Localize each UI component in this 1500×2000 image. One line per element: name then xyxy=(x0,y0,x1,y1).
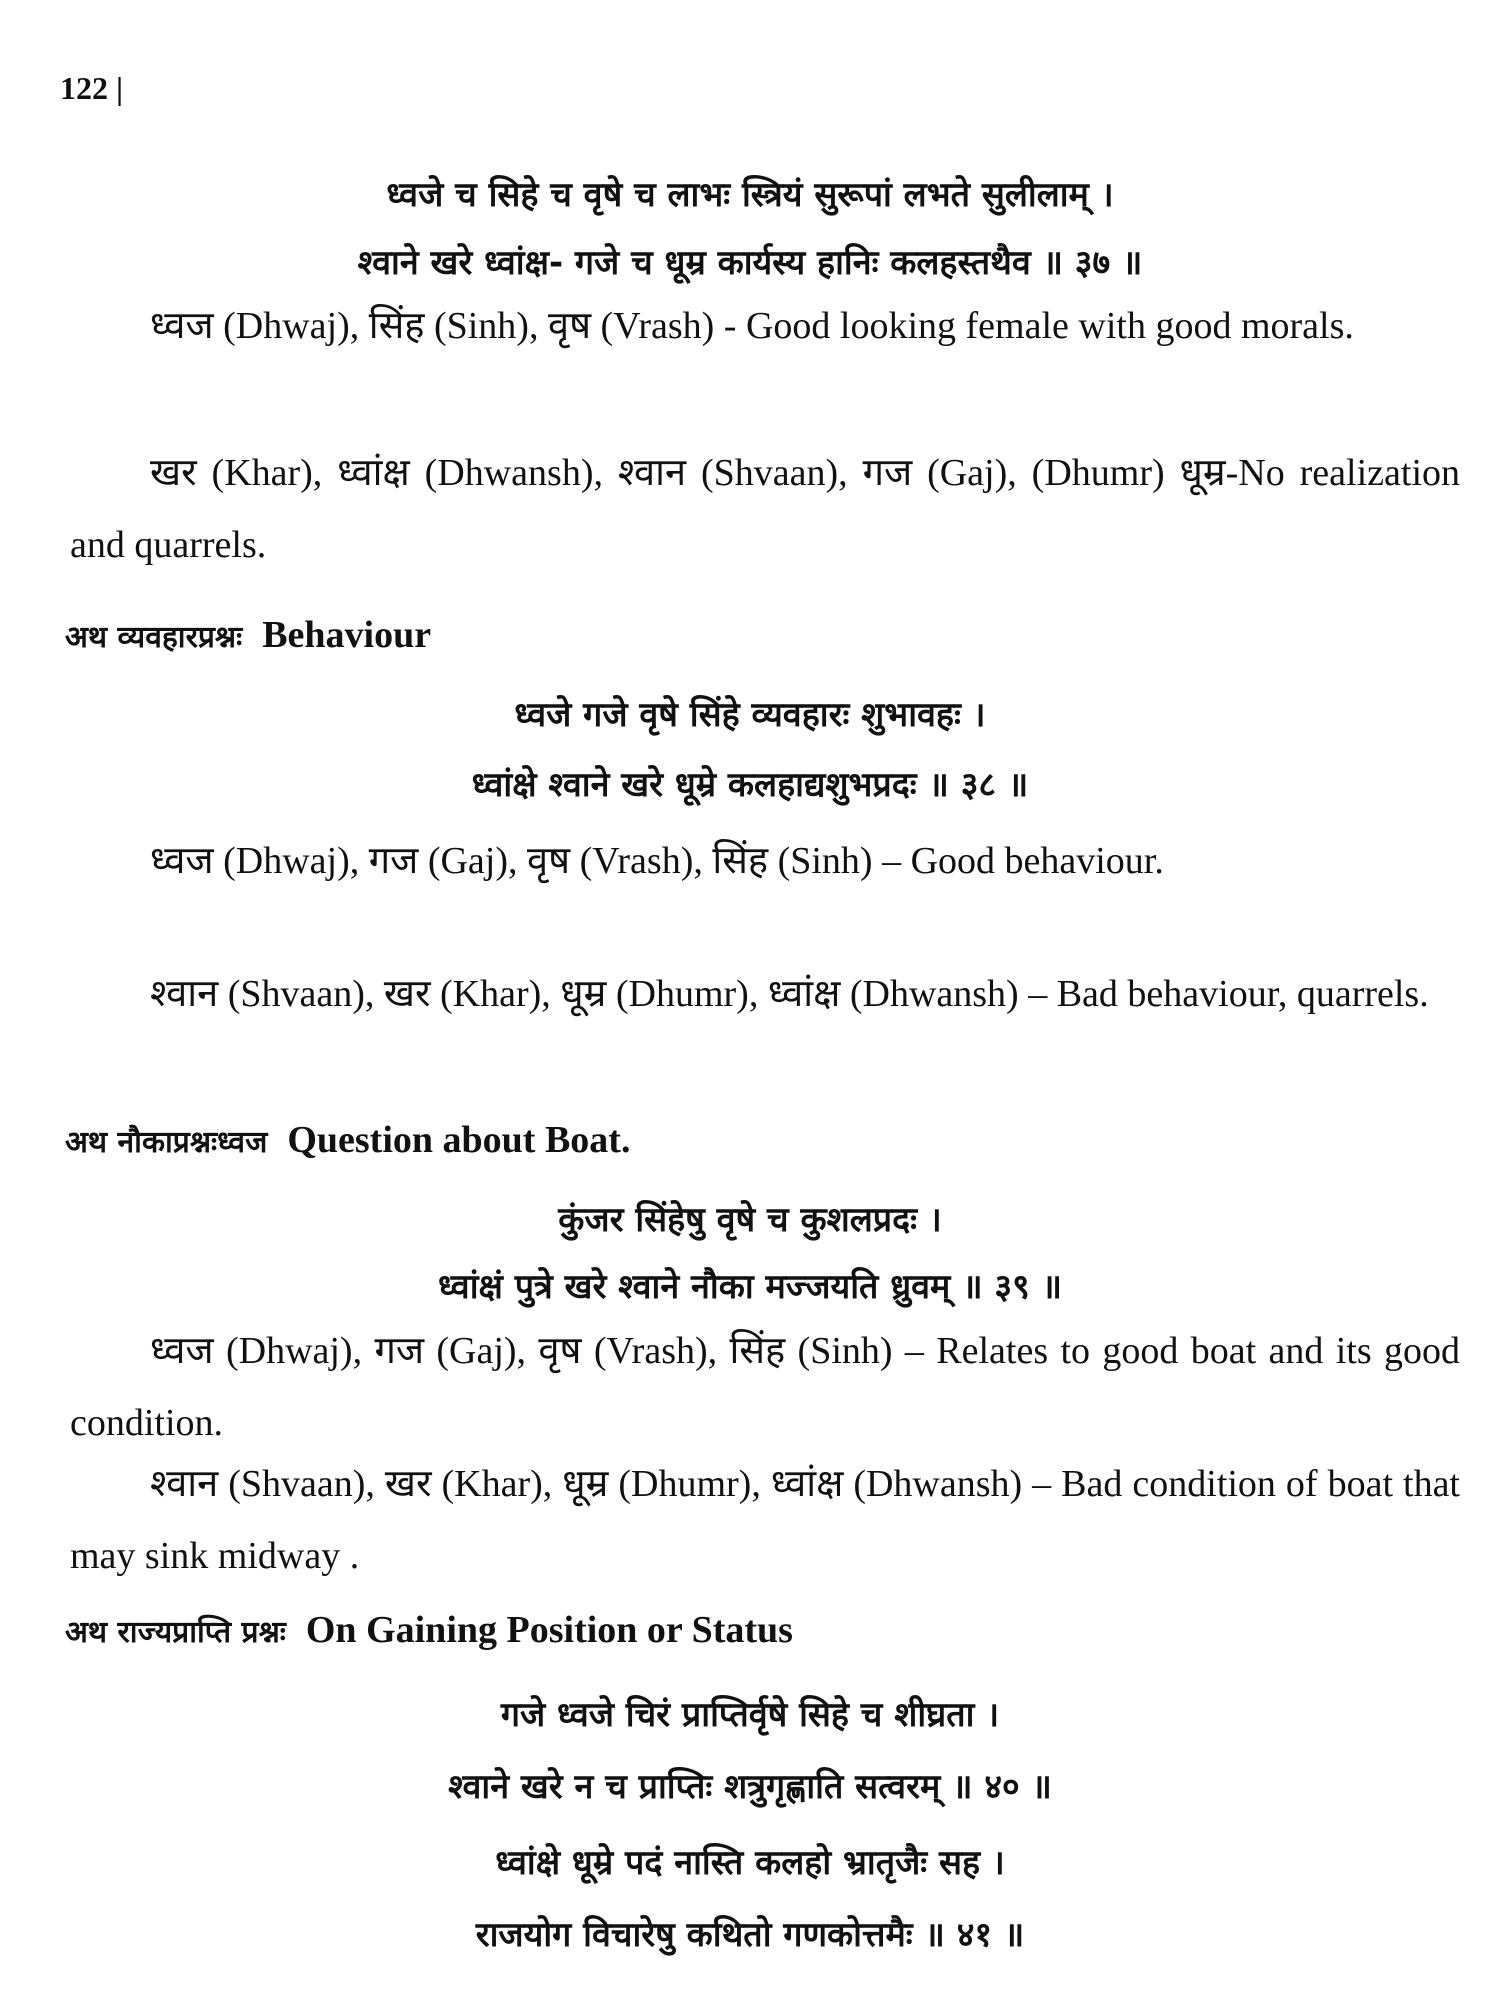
verse-40-line-2: श्वाने खरे न च प्राप्तिः शत्रुगृह्णाति सत्वरम् ॥ ४० ॥ xyxy=(448,1767,1052,1807)
heading-english: Question about Boat. xyxy=(287,1119,631,1161)
verse-41-line-2: राजयोग विचारेषु कथितो गणकोत्तमैः ॥ ४१ ॥ xyxy=(475,1915,1025,1955)
heading-hindi: अथ राज्यप्राप्ति प्रश्नः xyxy=(65,1615,286,1650)
verse-37-line-2: श्वाने खरे ध्वांक्ष- गजे च धूम्र कार्यस्य हानिः कलहस्तथैव ॥ ३७ ॥ xyxy=(357,243,1143,283)
heading-hindi: अथ नौकाप्रश्नःध्वज xyxy=(65,1125,268,1160)
verse-39-line-2: ध्वांक्षं पुत्रे खरे श्वाने नौका मज्जयति ध्रुवम् ॥ ३९ ॥ xyxy=(438,1267,1062,1307)
heading-hindi: अथ व्यवहारप्रश्नः xyxy=(65,620,243,655)
heading-english: On Gaining Position or Status xyxy=(305,1609,793,1651)
verse-38-line-2: ध्वांक्षे श्वाने खरे धूम्रे कलहाद्यशुभप्रदः ॥ ३८ ॥ xyxy=(471,765,1029,805)
verse-38-meaning-good: ध्वज (Dhwaj), गज (Gaj), वृष (Vrash), सिंह (Sinh) – Good behaviour. xyxy=(150,840,1164,882)
verse-39-meaning-bad: श्वान (Shvaan), खर (Khar), धूम्र (Dhumr), ध्वांक्ष (Dhwansh) – Bad condition of boat that may sink midway . xyxy=(70,1463,1460,1577)
verse-41-line-1: ध्वांक्षे धूम्रे पदं नास्ति कलहो भ्रातृजैः सह । xyxy=(495,1843,1005,1883)
verse-37-line-1: ध्वजे च सिहे च वृषे च लाभः स्त्रियं सुरूपां लभते सुलीलाम् । xyxy=(386,175,1114,215)
section-heading-boat xyxy=(65,1118,1465,1162)
page-number: 122 | xyxy=(60,70,124,106)
verse-39-meaning-good: ध्वज (Dhwaj), गज (Gaj), वृष (Vrash), सिंह (Sinh) – Relates to good boat and its good condition. xyxy=(70,1330,1460,1444)
verse-37-meaning-good: ध्वज (Dhwaj), सिंह (Sinh), वृष (Vrash) - Good looking female with good morals. xyxy=(150,305,1354,347)
verse-39-line-1: कुंजर सिंहेषु वृषे च कुशलप्रदः । xyxy=(558,1200,942,1240)
verse-38-meaning-bad: श्वान (Shvaan), खर (Khar), धूम्र (Dhumr), ध्वांक्ष (Dhwansh) – Bad behaviour, quarrels. xyxy=(150,973,1429,1015)
verse-38-line-1: ध्वजे गजे वृषे सिंहे व्यवहारः शुभावहः । xyxy=(514,695,986,735)
heading-english: Behaviour xyxy=(262,614,432,656)
verse-37-meaning-bad: खर (Khar), ध्वांक्ष (Dhwansh), श्वान (Shvaan), गज (Gaj), (Dhumr) धूम्र-No realization and quarrels. xyxy=(70,452,1460,566)
section-heading-status xyxy=(65,1608,1465,1652)
section-heading-behaviour xyxy=(65,613,1465,657)
verse-40-line-1: गजे ध्वजे चिरं प्राप्तिर्वृषे सिहे च शीघ्रता । xyxy=(500,1695,1000,1735)
